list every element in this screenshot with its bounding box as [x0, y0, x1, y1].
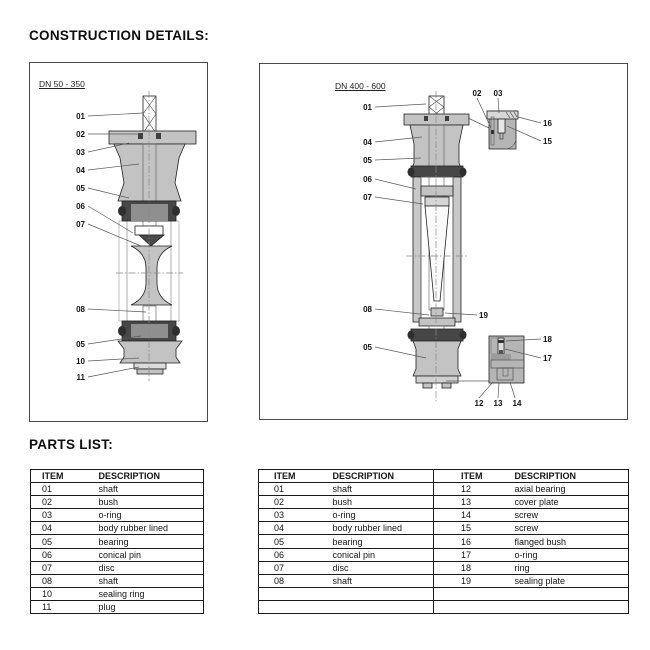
part-number-label: 06 [76, 202, 85, 211]
part-number-label: 06 [363, 175, 372, 184]
top-flange [109, 131, 196, 144]
conical-pin-band [421, 186, 453, 196]
diagram-box-dn50-350 [29, 62, 208, 422]
parts-cell: 11 [31, 600, 99, 613]
parts-cell [515, 587, 629, 600]
parts-cell: 01 [259, 483, 333, 496]
parts-cell: disc [99, 561, 204, 574]
leader-line [88, 367, 139, 377]
parts-cell: shaft [99, 574, 204, 587]
parts-cell: axial bearing [515, 483, 629, 496]
part-number-label: 08 [76, 305, 85, 314]
column-header: DESCRIPTION [333, 470, 434, 483]
part-number-label: 18 [543, 335, 552, 344]
part-number-label: 10 [76, 357, 85, 366]
part-number-label: 01 [76, 112, 85, 121]
parts-cell: bearing [333, 535, 434, 548]
part-number-label: 05 [76, 340, 85, 349]
parts-cell: ring [515, 561, 629, 574]
plug [137, 369, 163, 374]
parts-cell: o-ring [515, 548, 629, 561]
parts-cell [333, 587, 434, 600]
parts-cell: o-ring [99, 509, 204, 522]
part-number-label: 02 [472, 89, 482, 98]
leader-line [518, 117, 541, 123]
parts-cell: conical pin [333, 548, 434, 561]
parts-cell: 14 [434, 509, 515, 522]
diagram-range-label: DN 50 - 350 [39, 79, 85, 89]
parts-cell: plug [99, 600, 204, 613]
part-number-label: 08 [363, 305, 372, 314]
part-number-label: 07 [76, 220, 85, 229]
top-flange [404, 114, 469, 125]
casing-left [413, 177, 421, 322]
parts-cell: o-ring [333, 509, 434, 522]
part-number-label: 03 [493, 89, 503, 98]
disc [425, 206, 449, 301]
part-number-label: 16 [543, 119, 552, 128]
parts-cell: screw [515, 522, 629, 535]
part-number-label: 14 [512, 399, 522, 408]
part-number-label: 05 [363, 343, 372, 352]
parts-cell: shaft [333, 574, 434, 587]
part-number-label: 15 [543, 137, 552, 146]
column-header: ITEM [259, 470, 333, 483]
diagram-range-label: DN 400 - 600 [335, 81, 386, 91]
parts-list-title: PARTS LIST: [29, 437, 114, 452]
valve-body [109, 91, 196, 381]
parts-cell: 08 [31, 574, 99, 587]
parts-cell: 04 [259, 522, 333, 535]
parts-cell: 15 [434, 522, 515, 535]
diagram-box-dn400-600 [259, 63, 628, 420]
part-number-label: 01 [363, 103, 372, 112]
parts-cell: 05 [259, 535, 333, 548]
parts-cell: shaft [99, 483, 204, 496]
sealing-ring [134, 363, 166, 369]
part-number-label: 07 [363, 193, 372, 202]
parts-cell: 08 [259, 574, 333, 587]
parts-cell: conical pin [99, 548, 204, 561]
casing-right [453, 177, 461, 322]
parts-cell [434, 587, 515, 600]
column-header: DESCRIPTION [99, 470, 204, 483]
parts-cell: 06 [31, 548, 99, 561]
parts-cell: disc [333, 561, 434, 574]
parts-cell [259, 600, 333, 613]
parts-cell: 16 [434, 535, 515, 548]
part-number-label: 17 [543, 354, 552, 363]
upper-seal [408, 166, 467, 177]
parts-cell: 02 [259, 496, 333, 509]
detail-inset-top [468, 111, 518, 149]
parts-cell: flanged bush [515, 535, 629, 548]
parts-cell: 18 [434, 561, 515, 574]
parts-cell: bearing [99, 535, 204, 548]
parts-cell: 10 [31, 587, 99, 600]
valve-cross-section-dn400-600 [260, 64, 627, 419]
shaft-stem [143, 96, 156, 133]
sealing-plate [419, 318, 455, 326]
parts-cell: cover plate [515, 496, 629, 509]
parts-cell: 19 [434, 574, 515, 587]
parts-cell: screw [515, 509, 629, 522]
part-number-label: 11 [76, 373, 85, 382]
parts-cell: 13 [434, 496, 515, 509]
parts-cell: 12 [434, 483, 515, 496]
disc [131, 246, 172, 305]
part-number-label: 03 [76, 148, 85, 157]
valve-cross-section-dn50-350 [30, 63, 207, 421]
parts-cell: 05 [31, 535, 99, 548]
shaft-hub [431, 308, 443, 316]
leader-line [498, 382, 499, 398]
parts-cell: 06 [259, 548, 333, 561]
bonnet [114, 144, 185, 201]
parts-cell: body rubber lined [333, 522, 434, 535]
parts-cell [333, 600, 434, 613]
parts-cell: 03 [31, 509, 99, 522]
leader-line [88, 309, 146, 312]
parts-cell: bush [99, 496, 204, 509]
parts-cell: sealing ring [99, 587, 204, 600]
leader-line [88, 224, 141, 246]
parts-table-dn400-600 [258, 469, 629, 614]
part-number-label: 13 [493, 399, 503, 408]
leader-line [88, 113, 143, 116]
parts-cell [259, 587, 333, 600]
bottom-cap [118, 341, 182, 363]
column-header: ITEM [31, 470, 99, 483]
parts-cell: 07 [31, 561, 99, 574]
parts-cell: 17 [434, 548, 515, 561]
parts-cell: 07 [259, 561, 333, 574]
leader-line [510, 382, 515, 398]
parts-cell: 03 [259, 509, 333, 522]
parts-cell: body rubber lined [99, 522, 204, 535]
leader-line [375, 104, 426, 107]
parts-cell: bush [333, 496, 434, 509]
parts-cell: sealing plate [515, 574, 629, 587]
parts-cell: 01 [31, 483, 99, 496]
parts-cell: 04 [31, 522, 99, 535]
column-header: ITEM [434, 470, 515, 483]
leader-line [375, 179, 416, 189]
part-number-label: 04 [76, 166, 85, 175]
part-number-label: 02 [76, 130, 85, 139]
parts-cell [434, 600, 515, 613]
part-number-label: 12 [474, 399, 484, 408]
parts-table-dn50-350 [30, 469, 204, 614]
part-number-label: 05 [76, 184, 85, 193]
parts-cell: shaft [333, 483, 434, 496]
column-header: DESCRIPTION [515, 470, 629, 483]
part-number-label: 19 [479, 311, 488, 320]
parts-cell: 02 [31, 496, 99, 509]
construction-details-title: CONSTRUCTION DETAILS: [29, 28, 210, 43]
leader-line [479, 382, 493, 398]
lower-seal [408, 329, 467, 341]
part-number-label: 04 [363, 138, 372, 147]
part-number-label: 05 [363, 156, 372, 165]
parts-cell [515, 600, 629, 613]
bottom-body [413, 341, 461, 376]
